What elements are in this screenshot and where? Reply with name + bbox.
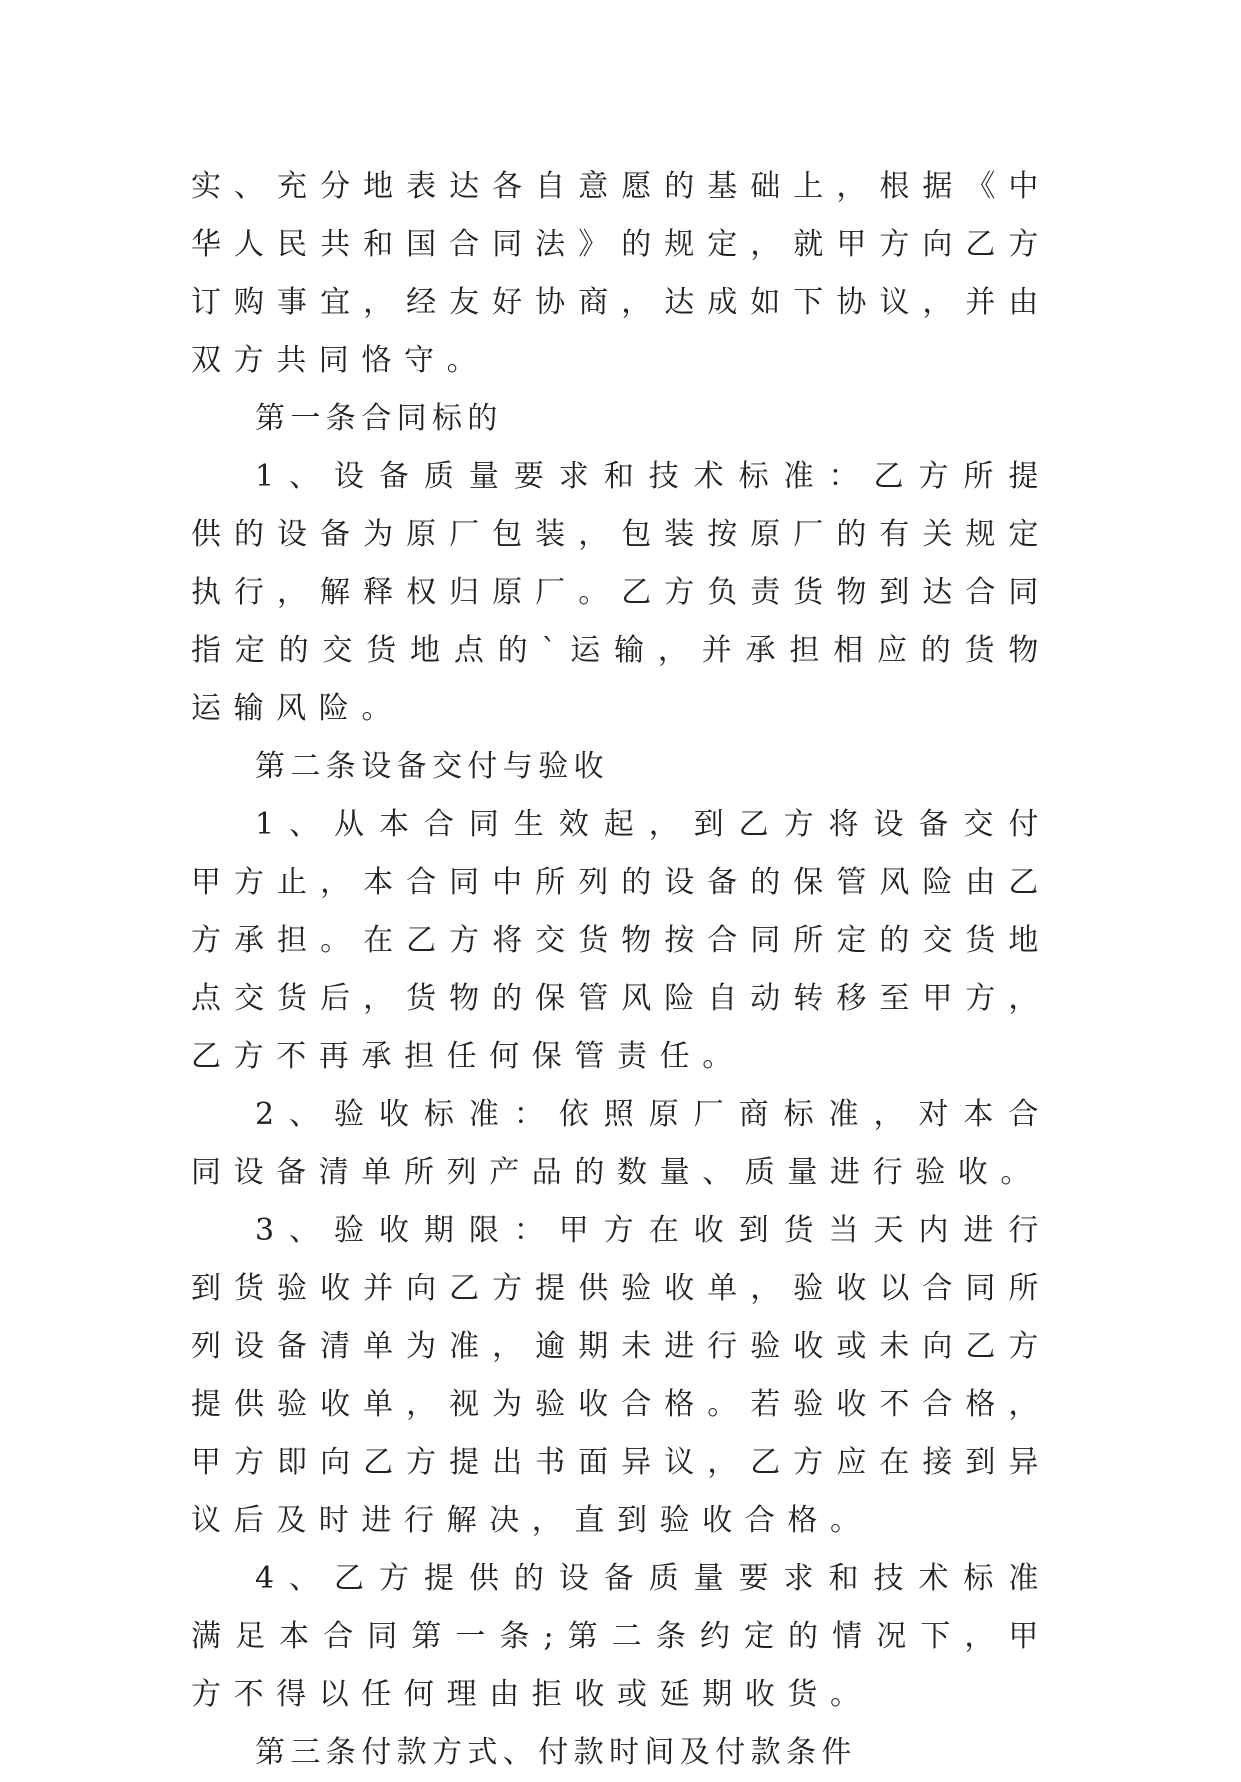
document-body <box>191 158 1051 1782</box>
paragraph-preamble: 实、充分地表达各自意愿的基础上，根据《中华人民共和国合同法》的规定，就甲方向乙方订购事宜，经友好协商，达成如下协议，并由双方共同恪守。 <box>191 169 1051 378</box>
section-heading-2: 第二条设备交付与验收 <box>255 749 609 784</box>
paragraph-2-2: 2、验收标准：依照原厂商标准，对本合同设备清单所列产品的数量、质量进行验收。 <box>191 1097 1051 1190</box>
paragraph-1-1: 1、设备质量要求和技术标准：乙方所提供的设备为原厂包装，包装按原厂的有关规定执行，解释权归原厂。乙方负责货物到达合同指定的交货地点的`运输，并承担相应的货物运输风险。 <box>191 459 1051 726</box>
paragraph-2-4: 4、乙方提供的设备质量要求和技术标准满足本合同第一条;第二条约定的情况下，甲方不得以任何理由拒收或延期收货。 <box>191 1561 1051 1712</box>
paragraph-2-3: 3、验收期限：甲方在收到货当天内进行到货验收并向乙方提供验收单，验收以合同所列设备清单为准，逾期未进行验收或未向乙方提供验收单，视为验收合格。若验收不合格，甲方即向乙方提出书面异议，乙方应在接到异议后及时进行解决，直到验收合格。 <box>191 1213 1051 1538</box>
section-heading-3: 第三条付款方式、付款时间及付款条件 <box>255 1735 857 1770</box>
paragraph-2-1: 1、从本合同生效起，到乙方将设备交付甲方止，本合同中所列的设备的保管风险由乙方承担。在乙方将交货物按合同所定的交货地点交货后，货物的保管风险自动转移至甲方，乙方不再承担任何保管责任。 <box>191 807 1051 1074</box>
section-heading-1: 第一条合同标的 <box>255 401 503 436</box>
